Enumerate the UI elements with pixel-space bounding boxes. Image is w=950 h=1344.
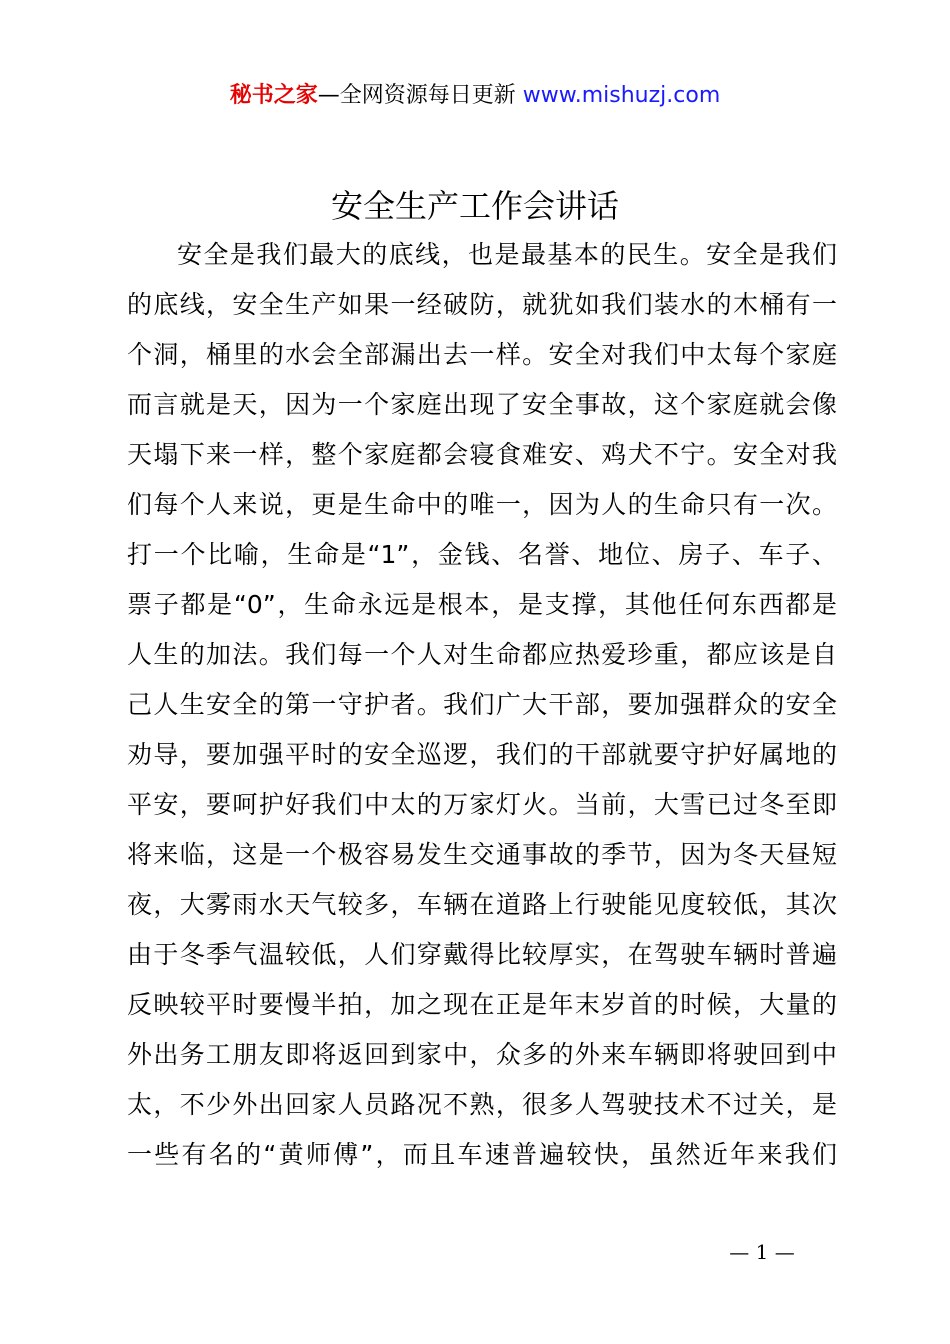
body-line: 劝导，要加强平时的安全巡逻，我们的干部就要守护好属地的 [127, 740, 837, 769]
document-title: 安全生产工作会讲话 [330, 187, 619, 225]
body-line: 由于冬季气温较低，人们穿戴得比较厚实，在驾驶车辆时普遍 [127, 940, 837, 969]
body-line: 反映较平时要慢半拍，加之现在正是年末岁首的时候，大量的 [127, 990, 837, 1019]
body-line: 平安，要呵护好我们中太的万家灯火。当前，大雪已过冬至即 [127, 790, 837, 819]
body-line: 票子都是“0”，生命永远是根本，是支撑，其他任何东西都是 [127, 590, 837, 619]
body-line: 的底线，安全生产如果一经破防，就犹如我们装水的木桶有一 [127, 290, 837, 319]
body-line: 夜，大雾雨水天气较多，车辆在道路上行驶能见度较低，其次 [127, 890, 837, 919]
body-line: 人生的加法。我们每一个人对生命都应热爱珍重，都应该是自 [127, 640, 837, 669]
site-slogan: —全网资源每日更新 [317, 83, 516, 108]
body-line: 个洞，桶里的水会全部漏出去一样。安全对我们中太每个家庭 [127, 340, 837, 369]
site-header [0, 80, 950, 112]
body-line: 天塌下来一样，整个家庭都会寝食难安、鸡犬不宁。安全对我 [127, 440, 837, 469]
body-line: 安全是我们最大的底线，也是最基本的民生。安全是我们 [177, 240, 837, 269]
body-line: 太，不少外出回家人员路况不熟，很多人驾驶技术不过关，是 [127, 1090, 837, 1119]
body-line: 而言就是天，因为一个家庭出现了安全事故，这个家庭就会像 [127, 390, 837, 419]
site-url-link[interactable]: www.mishuzj.com [522, 83, 721, 108]
body-line: 打一个比喻，生命是“1”，金钱、名誉、地位、房子、车子、 [127, 540, 837, 569]
body-line: 们每个人来说，更是生命中的唯一，因为人的生命只有一次。 [127, 490, 837, 519]
page-number: — 1 — [729, 1240, 795, 1264]
body-line: 外出务工朋友即将返回到家中，众多的外来车辆即将驶回到中 [127, 1040, 837, 1069]
body-line: 一些有名的“黄师傅”，而且车速普遍较快，虽然近年来我们 [127, 1140, 837, 1169]
body-line: 将来临，这是一个极容易发生交通事故的季节，因为冬天昼短 [127, 840, 837, 869]
document-body [127, 230, 837, 1180]
site-name: 秘书之家 [229, 83, 318, 108]
body-line: 己人生安全的第一守护者。我们广大干部，要加强群众的安全 [127, 690, 837, 719]
